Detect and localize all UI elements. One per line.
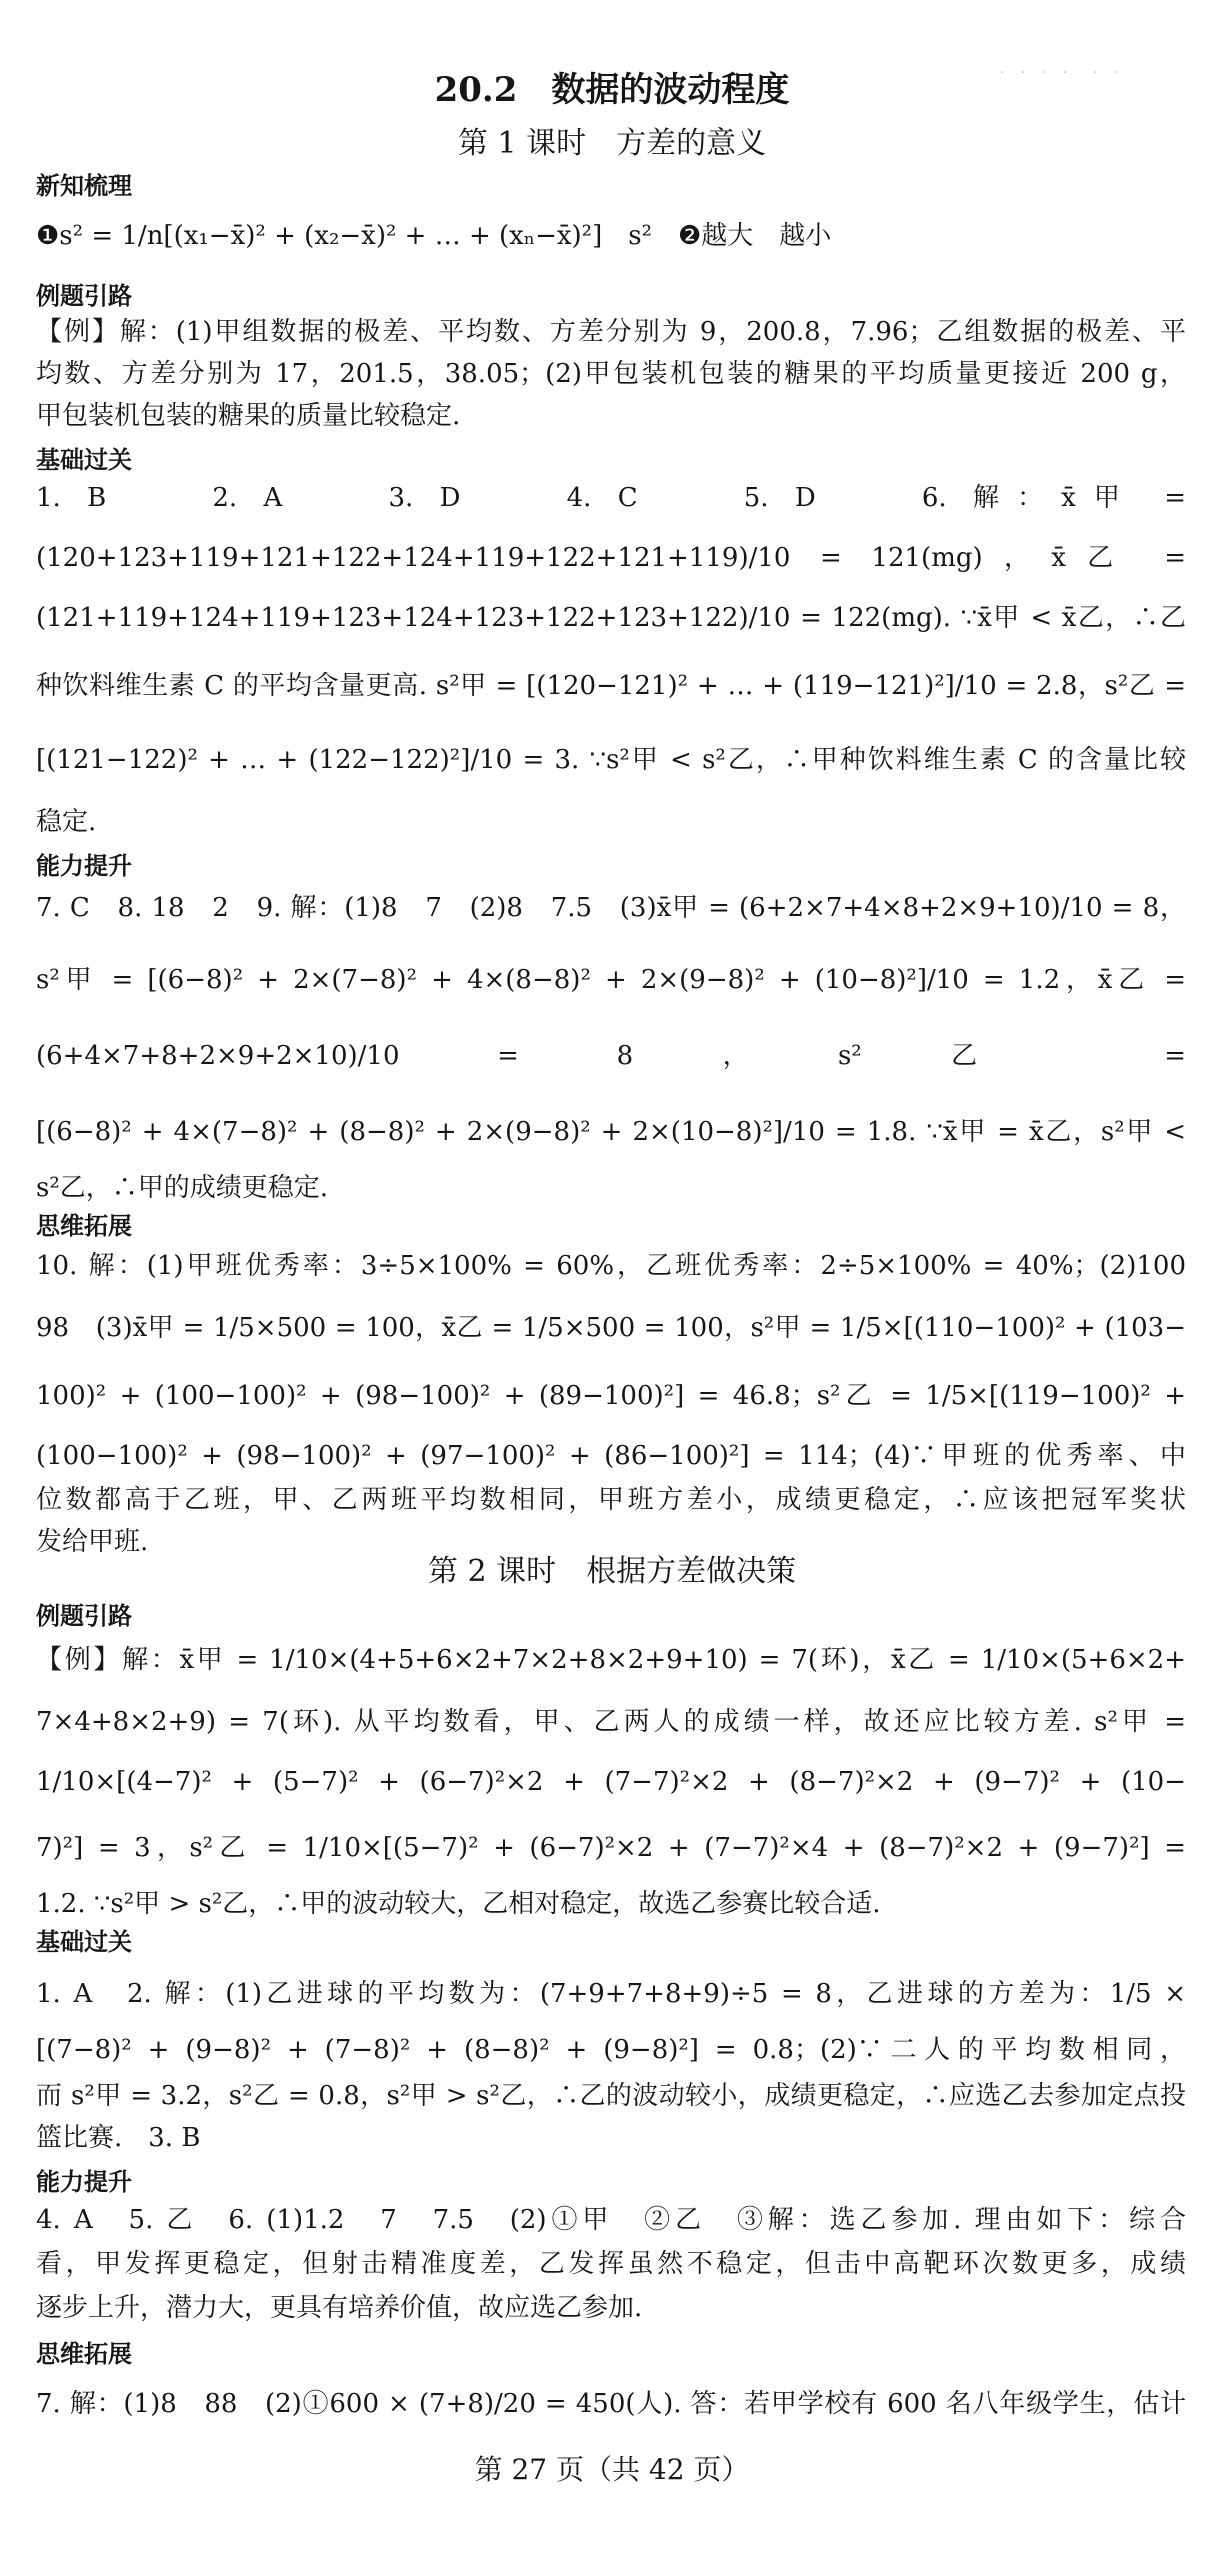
lesson1-title: 第 1 课时 方差的意义 — [457, 126, 767, 161]
example-line: 【例】解：x̄甲 = 1/10×(4+5+6×2+7×2+8×2+9+10) = 7(环)，x̄乙 = 1/10×(5+6×2+ — [36, 1645, 1186, 1675]
answer-line: 7. C 8. 18 2 9. 解：(1)8 7 (2)8 7.5 (3)x̄甲 = (6+2×7+4×8+2×9+10)/10 = 8， — [36, 893, 1186, 923]
answer-line: 100)² + (100−100)² + (98−100)² + (89−100)²] = 46.8；s²乙 = 1/5×[(119−100)² + — [36, 1381, 1186, 1411]
answer-line: 4. A 5. 乙 6. (1)1.2 7 7.5 (2)①甲 ②乙 ③解：选乙参加. 理由如下：综合 — [36, 2205, 1186, 2235]
answer-line: (120+123+119+121+122+124+119+122+121+119)/10 = 121(mg)，x̄乙 = — [36, 543, 1186, 573]
answer-line: 98 (3)x̄甲 = 1/5×500 = 100，x̄乙 = 1/5×500 = 100，s²甲 = 1/5×[(110−100)² + (103− — [36, 1313, 1186, 1343]
answer-line: [(121−122)² + … + (122−122)²]/10 = 3. ∵s²甲 < s²乙，∴甲种饮料维生素 C 的含量比较 — [36, 745, 1186, 775]
answer-line: s²甲 = [(6−8)² + 2×(7−8)² + 4×(8−8)² + 2×(9−8)² + (10−8)²]/10 = 1.2，x̄乙 = — [36, 965, 1186, 995]
answer-line: 篮比赛. 3. B — [36, 2123, 201, 2153]
answer-line: 7. 解：(1)8 88 (2)①600 × (7+8)/20 = 450(人). 答：若甲学校有 600 名八年级学生，估计 — [36, 2389, 1186, 2419]
answer-line: 10. 解：(1)甲班优秀率：3÷5×100% = 60%，乙班优秀率：2÷5×100% = 40%；(2)100 — [36, 1251, 1186, 1281]
answer-line: (6+4×7+8+2×9+2×10)/10 = 8，s²乙 = — [36, 1041, 1186, 1071]
answer-line: 位数都高于乙班，甲、乙两班平均数相同，甲班方差小，成绩更稳定，∴应该把冠军奖状 — [36, 1485, 1186, 1515]
heading-basics: 基础过关 — [36, 1928, 132, 1956]
knowledge-line: ❶s² = 1/n[(x₁−x̄)² + (x₂−x̄)² + … + (xₙ−x̄)²] s² ❷越大 越小 — [36, 221, 832, 251]
example-line: 甲包装机包装的糖果的质量比较稳定. — [36, 401, 461, 431]
answer-line: 发给甲班. — [36, 1527, 149, 1557]
lesson2-title: 第 2 课时 根据方差做决策 — [427, 1554, 797, 1589]
example-line: 7×4+8×2+9) = 7(环). 从平均数看，甲、乙两人的成绩一样，故还应比较方差. s²甲 = — [36, 1707, 1186, 1737]
heading-new-knowledge: 新知梳理 — [36, 172, 132, 200]
answer-line: [(6−8)² + 4×(7−8)² + (8−8)² + 2×(9−8)² + 2×(10−8)²]/10 = 1.8. ∵x̄甲 = x̄乙，s²甲 < — [36, 1117, 1186, 1147]
answer-line: (100−100)² + (98−100)² + (97−100)² + (86−100)²] = 114；(4)∵甲班的优秀率、中 — [36, 1441, 1186, 1471]
answer-line: 看，甲发挥更稳定，但射击精准度差，乙发挥虽然不稳定，但击中高靶环次数更多，成绩 — [36, 2249, 1186, 2279]
example-line: 1.2. ∵s²甲 > s²乙，∴甲的波动较大，乙相对稳定，故选乙参赛比较合适. — [36, 1889, 881, 1919]
page-number: 第 27 页（共 42 页） — [474, 2453, 750, 2486]
heading-example-guide: 例题引路 — [36, 1602, 132, 1630]
answer-line: 稳定. — [36, 807, 97, 837]
answer-line: 逐步上升，潜力大，更具有培养价值，故应选乙参加. — [36, 2293, 643, 2323]
answer-line: 而 s²甲 = 3.2，s²乙 = 0.8，s²甲 > s²乙，∴乙的波动较小，成绩更稳定，∴应选乙去参加定点投 — [36, 2081, 1186, 2111]
heading-ability: 能力提升 — [36, 2168, 132, 2196]
section-title: 20.2 数据的波动程度 — [434, 70, 790, 110]
heading-ability: 能力提升 — [36, 852, 132, 880]
answer-line: [(7−8)² + (9−8)² + (7−8)² + (8−8)² + (9−8)²] = 0.8；(2)∵二人的平均数相同， — [36, 2035, 1186, 2065]
answer-line: s²乙，∴甲的成绩更稳定. — [36, 1173, 329, 1203]
example-line: 1/10×[(4−7)² + (5−7)² + (6−7)²×2 + (7−7)²×2 + (8−7)²×2 + (9−7)² + (10− — [36, 1767, 1186, 1797]
answer-line: 种饮料维生素 C 的平均含量更高. s²甲 = [(120−121)² + … + (119−121)²]/10 = 2.8，s²乙 = — [36, 671, 1186, 701]
answer-line: 1. B 2. A 3. D 4. C 5. D 6. 解：x̄甲 = — [36, 483, 1186, 513]
scan-artifact: · · · · · · — [1000, 65, 1125, 81]
example-line: 【例】解：(1)甲组数据的极差、平均数、方差分别为 9，200.8，7.96；乙组数据的极差、平 — [36, 317, 1186, 347]
example-line: 7)²] = 3，s²乙 = 1/10×[(5−7)² + (6−7)²×2 + (7−7)²×4 + (8−7)²×2 + (9−7)²] = — [36, 1833, 1186, 1863]
example-line: 均数、方差分别为 17，201.5，38.05；(2)甲包装机包装的糖果的平均质量更接近 200 g， — [36, 359, 1186, 389]
heading-thinking: 思维拓展 — [36, 1212, 132, 1240]
heading-basics: 基础过关 — [36, 446, 132, 474]
answer-line: 1. A 2. 解：(1)乙进球的平均数为：(7+9+7+8+9)÷5 = 8，乙进球的方差为：1/5 × — [36, 1979, 1186, 2009]
heading-thinking: 思维拓展 — [36, 2340, 132, 2368]
answer-line: (121+119+124+119+123+124+123+122+123+122)/10 = 122(mg). ∵x̄甲 < x̄乙，∴乙 — [36, 603, 1186, 633]
heading-example-guide: 例题引路 — [36, 282, 132, 310]
